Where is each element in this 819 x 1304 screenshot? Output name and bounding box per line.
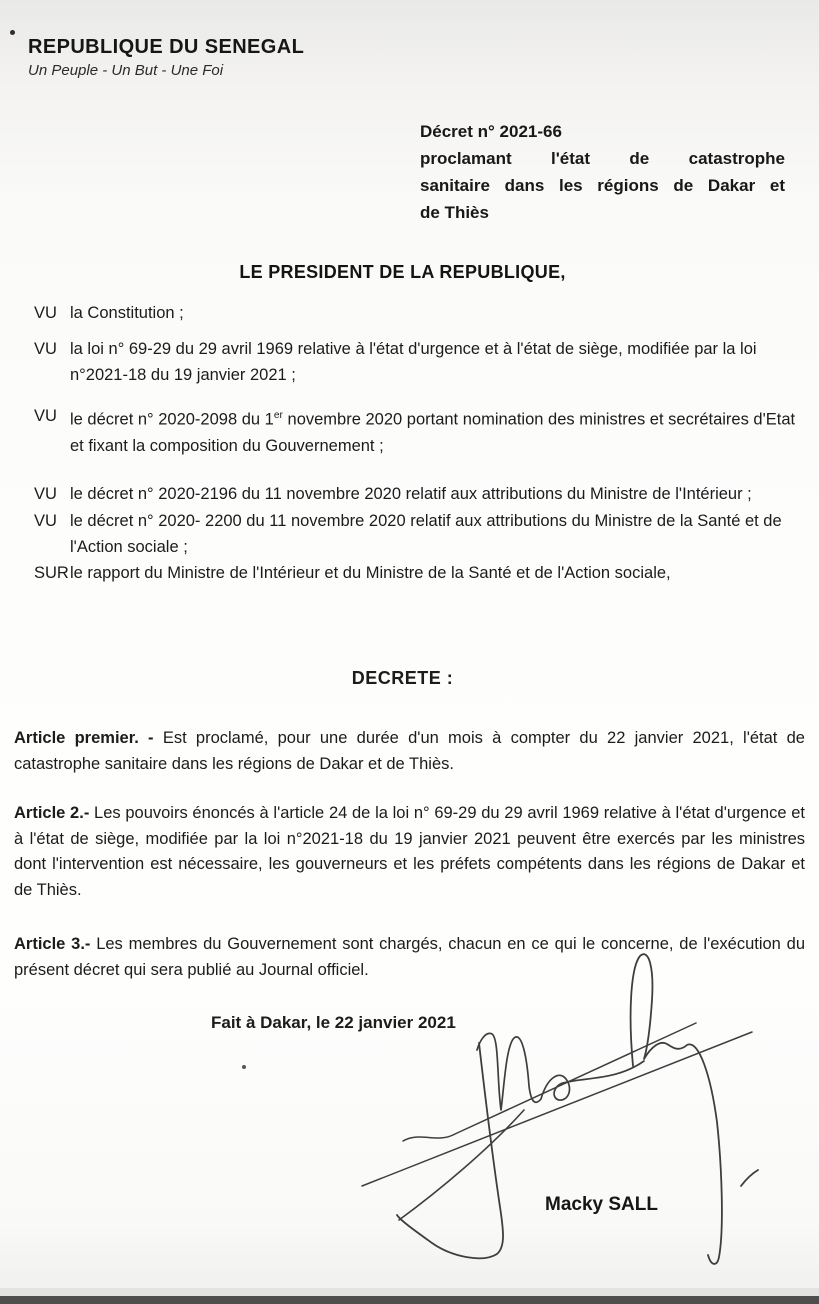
national-motto: Un Peuple - Un But - Une Foi <box>28 62 224 79</box>
scan-speck <box>242 1065 246 1069</box>
visa-label: VU <box>34 304 57 322</box>
visa-label: VU <box>34 407 57 425</box>
visa-label: VU <box>34 511 57 530</box>
visa-row <box>34 481 802 507</box>
decree-number: Décret n° 2021-66 <box>420 122 562 141</box>
decrete-heading: DECRETE : <box>351 668 454 688</box>
scan-speck <box>10 30 15 35</box>
visa-text: la loi n° 69-29 du 29 avril 1969 relative à l'état d'urgence et à l'état de siège, modifiée par la loi n°2021-18 du 19 janvier 2021 ; <box>70 340 757 384</box>
signature <box>355 940 795 1285</box>
ordinal-superscript: er <box>273 410 283 421</box>
visa-label: VU <box>34 340 57 358</box>
decree-title-line: de Thiès <box>420 203 489 222</box>
article-paragraph <box>14 801 805 903</box>
place-date-line: Fait à Dakar, le 22 janvier 2021 <box>211 1013 456 1032</box>
visa-label: VU <box>34 484 57 503</box>
visa-row <box>34 336 802 388</box>
visa-row <box>34 508 802 560</box>
visa-row <box>34 560 802 586</box>
country-title: REPUBLIQUE DU SENEGAL <box>28 36 305 58</box>
visa-row <box>34 300 802 326</box>
signer-name: Macky SALL <box>545 1194 658 1215</box>
article-text: Les membres du Gouvernement sont chargés, chacun en ce qui le concerne, de l'exécution du présent décret qui sera publié au Journal officiel. <box>14 935 805 979</box>
letterhead <box>28 36 304 79</box>
visa-text: le décret n° 2020-2098 du 1er novembre 2020 portant nomination des ministres et secrétaires d'Etat et fixant la composition du Gouvernement ; <box>70 410 796 455</box>
visa-text: le rapport du Ministre de l'Intérieur et du Ministre de la Santé et de l'Action sociale, <box>70 563 671 582</box>
decree-title-line: proclamant l'état de catastrophe <box>420 149 785 168</box>
article-paragraph <box>14 726 805 777</box>
article-text: Est proclamé, pour une durée d'un mois à compter du 22 janvier 2021, l'état de catastrophe sanitaire dans les régions de Dakar et de Thiès. <box>14 729 805 773</box>
visa-text: la Constitution ; <box>70 304 184 322</box>
article-label: Article 2.- <box>14 804 90 822</box>
visa-text: le décret n° 2020-2196 du 11 novembre 2020 relatif aux attributions du Ministre de l'Intérieur ; <box>70 484 752 503</box>
visas-list <box>34 300 802 586</box>
scan-edge-strip <box>0 1288 819 1296</box>
article-label: Article premier. - <box>14 729 154 747</box>
decree-title-line: sanitaire dans les régions de Dakar et <box>420 176 785 195</box>
visa-text: le décret n° 2020- 2200 du 11 novembre 2020 relatif aux attributions du Ministre de la Santé et de l'Action sociale ; <box>70 511 782 556</box>
visa-row <box>34 403 802 459</box>
visa-label: SUR <box>34 563 69 582</box>
salutation-heading: LE PRESIDENT DE LA REPUBLIQUE, <box>239 262 566 282</box>
decree-title-block <box>420 118 785 226</box>
article-label: Article 3.- <box>14 935 91 953</box>
scan-edge-bar <box>0 1296 819 1304</box>
article-text: Les pouvoirs énoncés à l'article 24 de la loi n° 69-29 du 29 avril 1969 relative à l'état d'urgence et à l'état de siège, modifiée par la loi n°2021-18 du 19 janvier 2021 peuvent être exercés par les ministres dont l'intervention est nécessaire, les gouverneurs et les préfets compétents dans les régions de Dakar et de Thiès. <box>14 804 805 899</box>
